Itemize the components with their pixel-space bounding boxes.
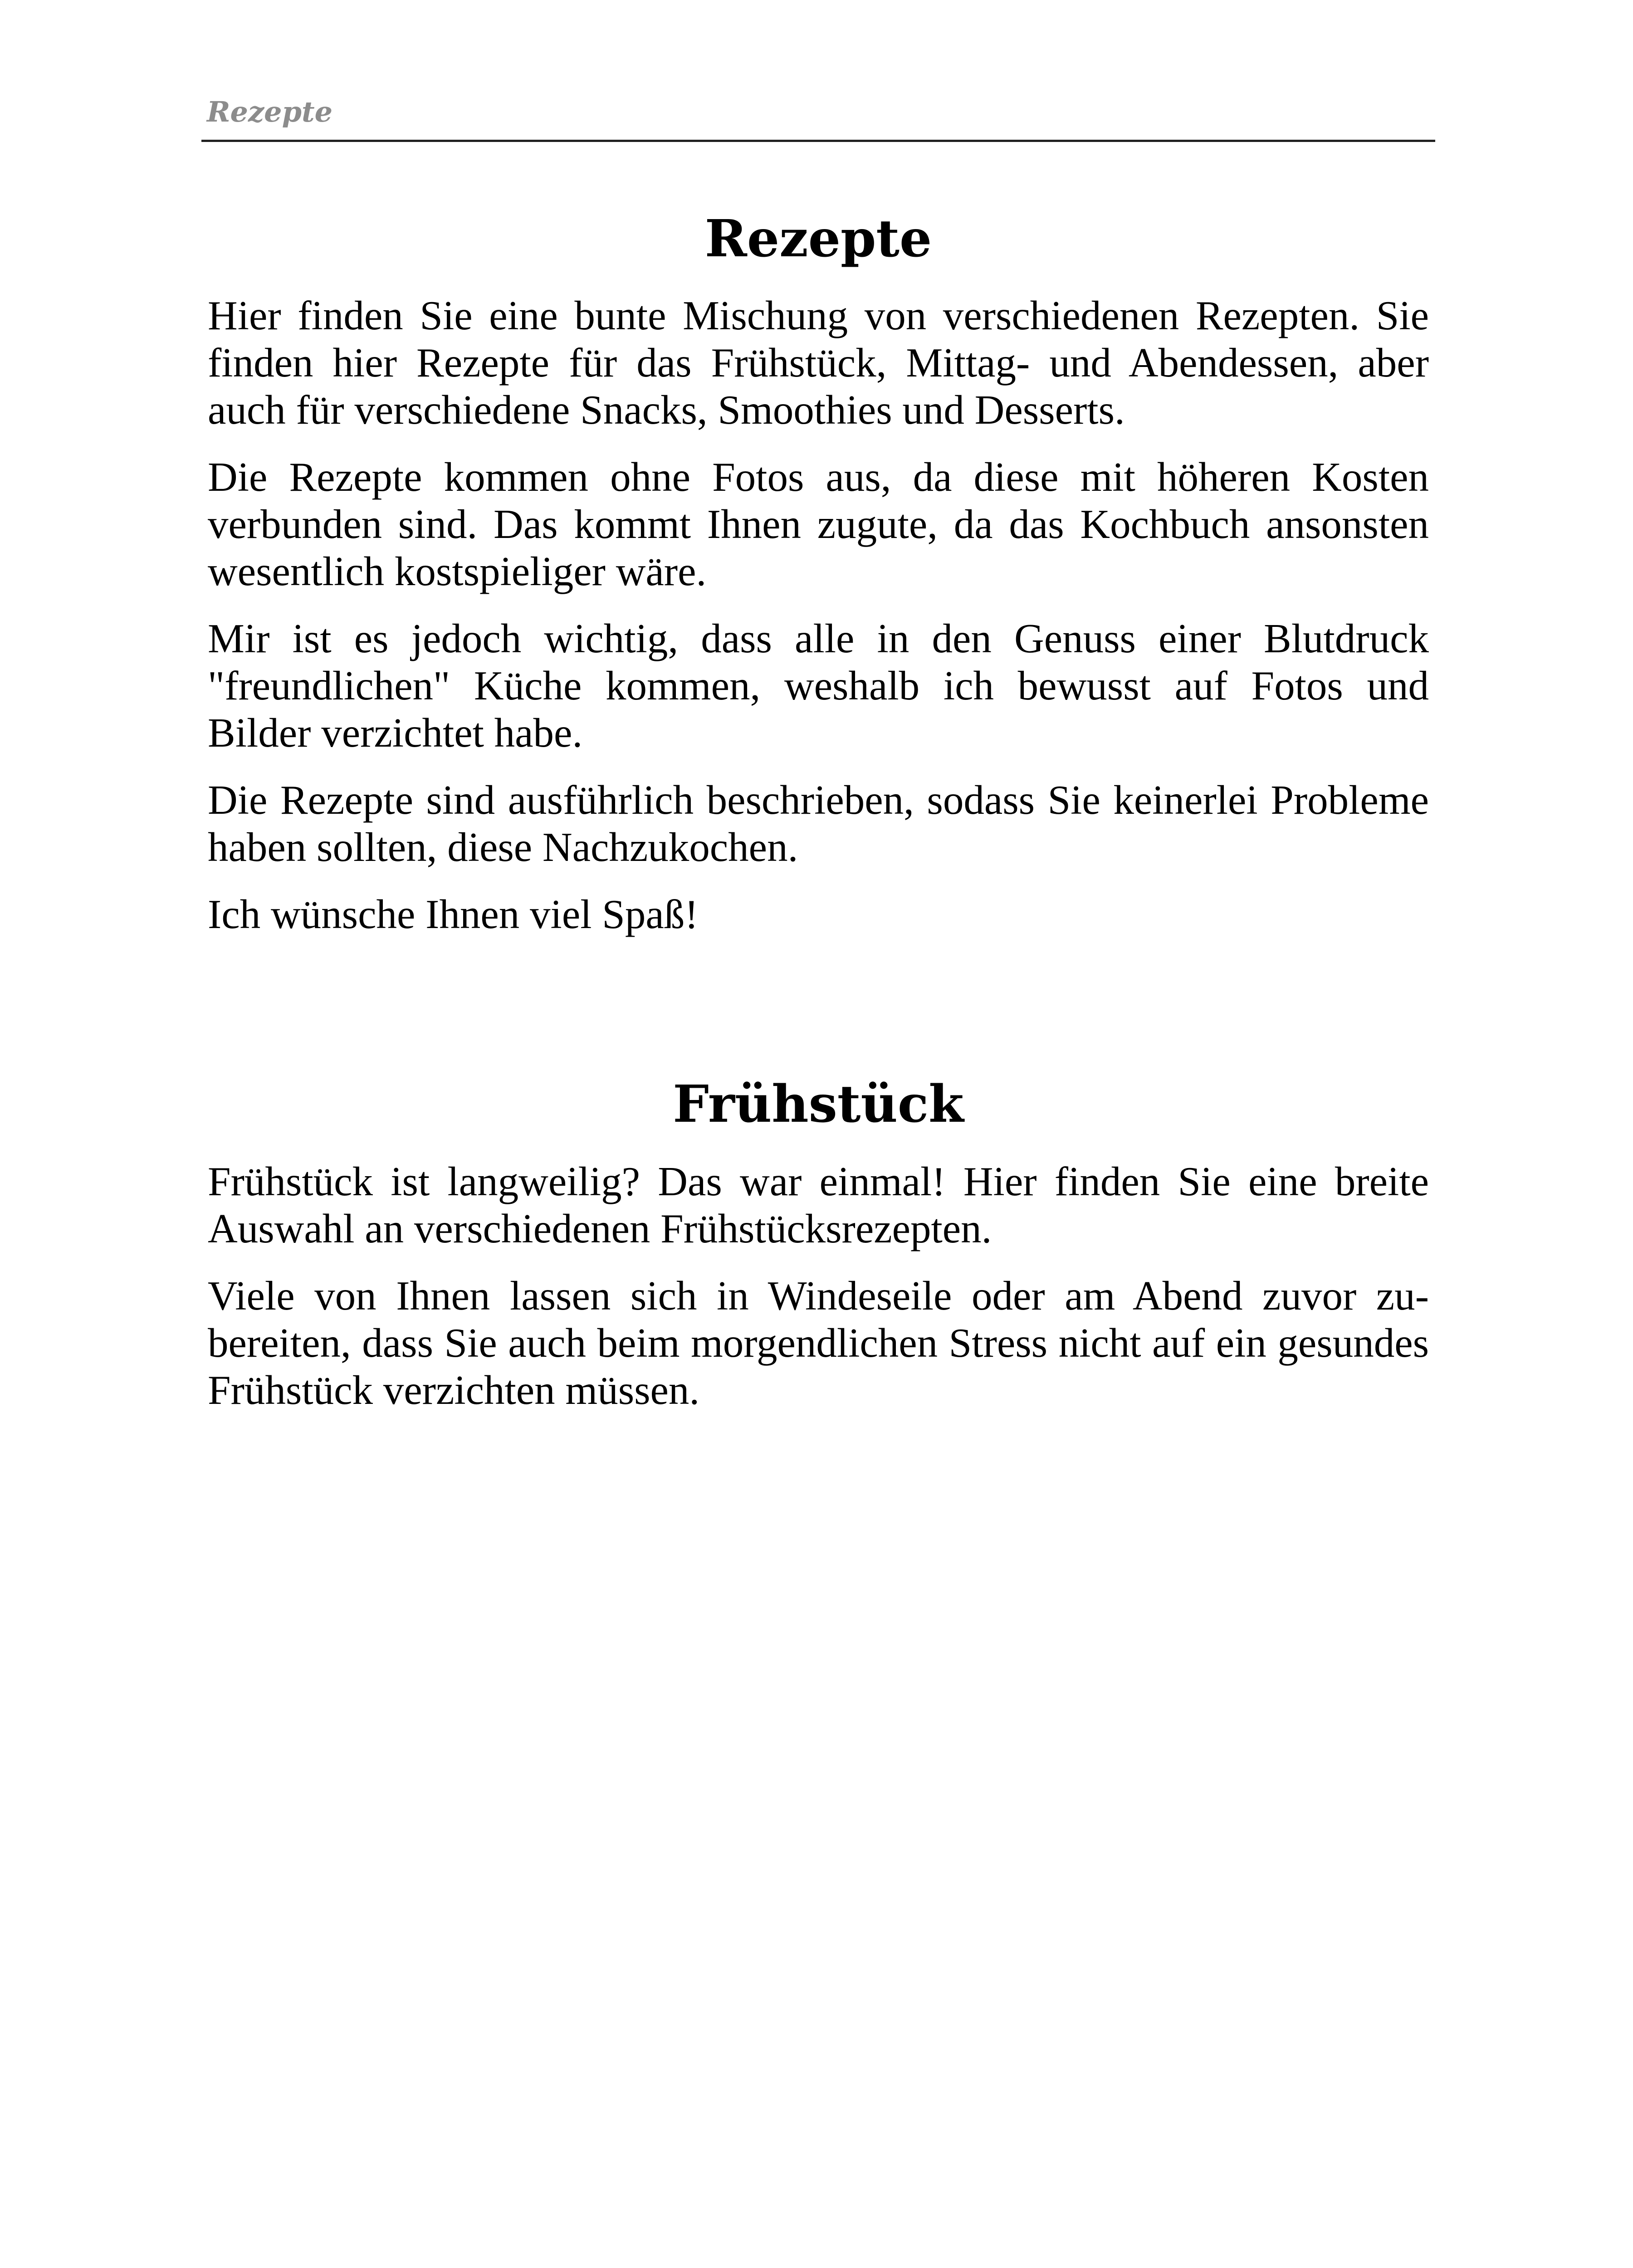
- running-header-title: Rezepte: [207, 95, 333, 128]
- paragraph-no-photos: Die Rezepte kommen ohne Fotos aus, da diese mit höheren Kosten verbunden sind. Das kommt Ihnen zugute, da das Kochbuch ansonsten wesentlich kostspieliger wäre.: [208, 454, 1429, 595]
- paragraph-closing-wish: Ich wünsche Ihnen viel Spaß!: [208, 891, 699, 938]
- running-header: [201, 93, 1435, 142]
- section-rezepte: [208, 209, 1429, 938]
- paragraph-breakfast-prep: Viele von Ihnen lassen sich in Windeseile oder am Abend zuvor zubereiten, dass Sie auch beim morgendlichen Stress nicht auf ein gesundes Frühstück verzichten müssen.: [208, 1272, 1429, 1413]
- paragraph-intro: Hier finden Sie eine bunte Mischung von verschiedenen Rezepten. Sie finden hier Rezepte für das Frühstück, Mittag- und Abendessen, aber auch für verschiedene Snacks, Smoothies und Desserts.: [208, 293, 1429, 433]
- paragraph-detailed-recipes: Die Rezepte sind ausführlich beschrieben, sodass Sie keinerlei Probleme haben sollten, diese Nachzukochen.: [208, 777, 1429, 870]
- section-fruehstueck: [208, 1074, 1429, 1413]
- section-heading-rezepte: Rezepte: [704, 209, 932, 269]
- paragraph-importance: Mir ist es jedoch wichtig, dass alle in den Genuss einer Blutdruck "freundlichen" Küche kommen, weshalb ich bewusst auf Fotos und Bilder verzichtet habe.: [208, 616, 1429, 756]
- section-heading-fruehstueck: Frühstück: [673, 1075, 964, 1134]
- paragraph-breakfast-intro: Frühstück ist langweilig? Das war einmal! Hier finden Sie eine breite Auswahl an verschiedenen Frühstücksrezepten.: [208, 1158, 1429, 1251]
- page-content: [208, 209, 1429, 1434]
